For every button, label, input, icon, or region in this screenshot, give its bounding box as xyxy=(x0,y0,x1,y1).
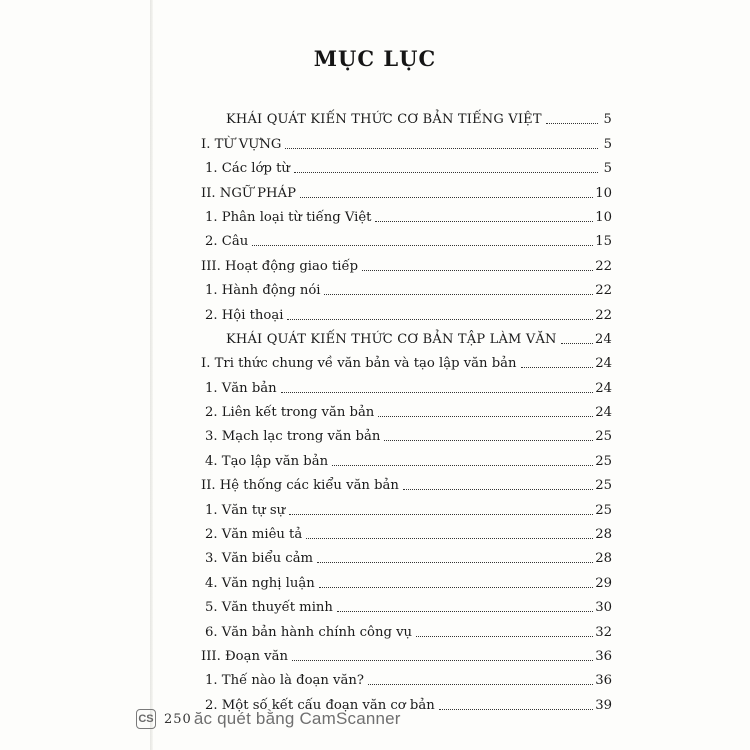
toc-entry-label: 1. Văn tự sự xyxy=(205,502,286,518)
toc-entry-label: 1. Hành động nói xyxy=(205,283,321,299)
toc-entry-row xyxy=(198,348,612,372)
toc-entry-row xyxy=(198,250,612,274)
toc-dot-leader xyxy=(384,440,593,441)
camscanner-logo-icon: CS xyxy=(136,709,156,729)
toc-entry-row xyxy=(198,543,612,567)
toc-entry-page: 5 xyxy=(603,136,612,152)
toc-entry-label: 4. Văn nghị luận xyxy=(205,575,315,591)
toc-entry-row xyxy=(198,592,612,616)
toc-dot-leader xyxy=(332,465,593,466)
toc-entry-row xyxy=(198,567,612,591)
toc-dot-leader xyxy=(561,343,593,344)
toc-entry-page: 10 xyxy=(595,185,612,201)
toc-entry-page: 22 xyxy=(595,307,612,323)
toc-entry-label: 1. Phân loại từ tiếng Việt xyxy=(205,209,372,225)
toc-entry-label: II. Hệ thống các kiểu văn bản xyxy=(201,478,399,494)
toc-entry-label: 3. Mạch lạc trong văn bản xyxy=(205,429,381,445)
toc-dot-leader xyxy=(521,367,594,368)
toc-entry-row xyxy=(198,616,612,640)
toc-dot-leader xyxy=(252,245,593,246)
toc-entry-page: 24 xyxy=(595,380,612,396)
toc-dot-leader xyxy=(546,123,598,124)
toc-entry-label: III. Hoạt động giao tiếp xyxy=(201,258,359,274)
page-binding-shadow xyxy=(150,0,153,750)
toc-entry-page: 5 xyxy=(603,161,612,177)
toc-entry-label: III. Đoạn văn xyxy=(201,648,288,664)
toc-dot-leader xyxy=(300,197,593,198)
toc-dot-leader xyxy=(317,562,593,563)
toc-entry-row xyxy=(198,665,612,689)
toc-entry-page: 30 xyxy=(595,600,612,616)
toc-entry-page: 25 xyxy=(595,478,612,494)
toc-dot-leader xyxy=(287,319,593,320)
toc-entry-label: KHÁI QUÁT KIẾN THỨC CƠ BẢN TIẾNG VIỆT xyxy=(226,112,542,128)
toc-entry-page: 28 xyxy=(595,551,612,567)
toc-entry-page: 24 xyxy=(595,405,612,421)
toc-dot-leader xyxy=(368,684,593,685)
toc-entry-page: 25 xyxy=(595,429,612,445)
toc-entry-label: 1. Thế nào là đoạn văn? xyxy=(205,673,364,689)
toc-entry-row xyxy=(198,202,612,226)
toc-dot-leader xyxy=(289,514,593,515)
toc-entry-page: 29 xyxy=(595,575,612,591)
toc-dot-leader xyxy=(294,172,598,173)
toc-entry-page: 36 xyxy=(595,648,612,664)
page-number-area xyxy=(164,709,401,729)
toc-dot-leader xyxy=(324,294,593,295)
toc-entry-page: 39 xyxy=(595,697,612,713)
toc-entry-label: I. TỪ VỰNG xyxy=(201,136,282,152)
toc-entry-label: 3. Văn biểu cảm xyxy=(205,551,314,567)
toc-entry-label: 2. Một số kết cấu đoạn văn cơ bản xyxy=(205,697,435,713)
toc-entry-page: 36 xyxy=(595,673,612,689)
toc-entry-page: 24 xyxy=(595,356,612,372)
toc-entry-label: 2. Hội thoại xyxy=(205,307,284,323)
toc-entry-label: 5. Văn thuyết minh xyxy=(205,600,333,616)
toc-entry-page: 28 xyxy=(595,527,612,543)
toc-entry-row xyxy=(198,397,612,421)
toc-dot-leader xyxy=(403,489,593,490)
toc-entry-page: 15 xyxy=(595,234,612,250)
toc-entry-row xyxy=(198,275,612,299)
toc-entry-page: 22 xyxy=(595,258,612,274)
toc-dot-leader xyxy=(319,587,593,588)
toc-entry-page: 25 xyxy=(595,502,612,518)
toc-section-row xyxy=(198,324,612,348)
toc-entry-row xyxy=(198,153,612,177)
toc-dot-leader xyxy=(416,636,593,637)
toc-entry-row xyxy=(198,421,612,445)
toc-entry-row xyxy=(198,128,612,152)
toc-entry-page: 22 xyxy=(595,283,612,299)
page-title: MỤC LỤC xyxy=(313,46,437,71)
scanner-footer xyxy=(136,706,401,732)
toc-dot-leader xyxy=(292,660,593,661)
toc-dot-leader xyxy=(378,416,593,417)
toc-entry-page: 10 xyxy=(595,209,612,225)
toc-dot-leader xyxy=(281,392,594,393)
toc-dot-leader xyxy=(375,221,593,222)
toc-dot-leader xyxy=(337,611,593,612)
scanner-watermark-text: ăc quét bằng CamScanner xyxy=(193,709,401,728)
toc-entry-label: 2. Văn miêu tả xyxy=(205,527,303,543)
toc-entry-label: I. Tri thức chung về văn bản và tạo lập văn bản xyxy=(201,356,517,372)
toc-entry-page: 25 xyxy=(595,453,612,469)
toc-entry-row xyxy=(198,372,612,396)
toc-dot-leader xyxy=(362,270,593,271)
toc-entry-label: 6. Văn bản hành chính công vụ xyxy=(205,624,413,640)
toc-entry-page: 24 xyxy=(595,331,612,347)
toc-section-row xyxy=(198,104,612,128)
toc-entry-label: 1. Các lớp từ xyxy=(205,161,290,177)
toc-entry-row xyxy=(198,177,612,201)
toc-entry-label: 1. Văn bản xyxy=(205,380,277,396)
toc-entry-page: 5 xyxy=(603,112,612,128)
toc-entry-label: KHÁI QUÁT KIẾN THỨC CƠ BẢN TẬP LÀM VĂN xyxy=(226,331,557,347)
toc-dot-leader xyxy=(306,538,593,539)
toc-entry-label: II. NGỮ PHÁP xyxy=(201,185,296,201)
toc-entry-row xyxy=(198,641,612,665)
toc-entry-row xyxy=(198,445,612,469)
toc-entry-row xyxy=(198,299,612,323)
table-of-contents xyxy=(198,104,612,714)
toc-entry-row xyxy=(198,470,612,494)
toc-dot-leader xyxy=(285,148,598,149)
toc-entry-row xyxy=(198,494,612,518)
toc-entry-row xyxy=(198,519,612,543)
toc-entry-label: 2. Liên kết trong văn bản xyxy=(205,405,375,421)
toc-entry-row xyxy=(198,226,612,250)
toc-dot-leader xyxy=(439,709,593,710)
page-number: 250 xyxy=(164,711,192,727)
toc-entry-label: 2. Câu xyxy=(205,234,249,250)
toc-entry-page: 32 xyxy=(595,624,612,640)
toc-entry-label: 4. Tạo lập văn bản xyxy=(205,453,329,469)
